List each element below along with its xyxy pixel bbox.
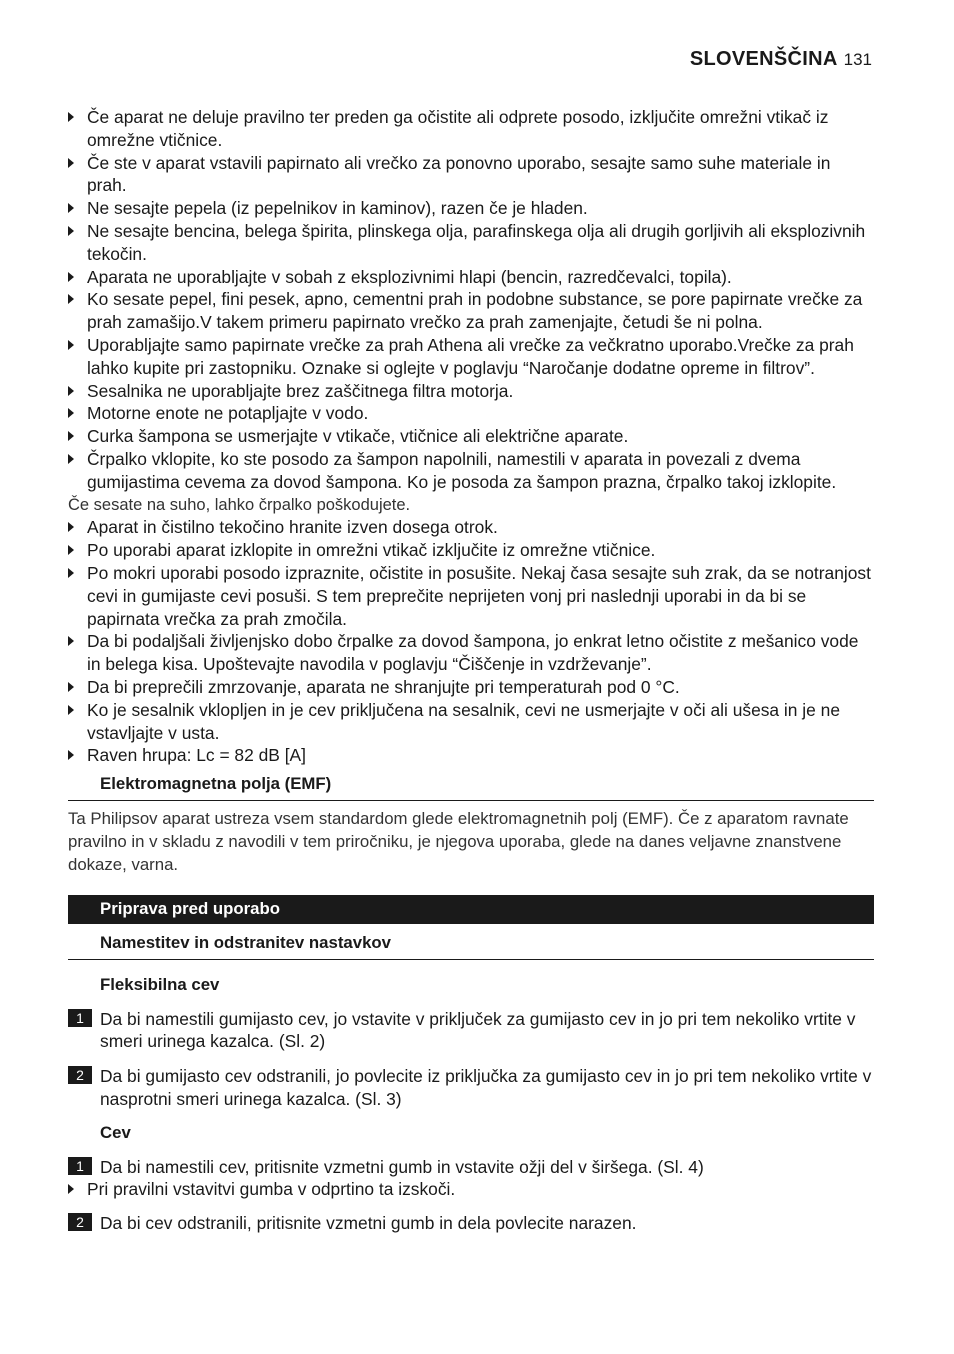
emf-text: Ta Philipsov aparat ustreza vsem standardom glede elektromagnetnih polj (EMF). Če z aparatom ravnate pravilno in v skladu z navodili v tem priročniku, je njegova uporaba, glede na danes veljavne znanstvene dokaze, varna. xyxy=(68,808,849,874)
language-label: SLOVENŠČINA xyxy=(689,48,838,70)
result-item: Pri pravilni vstavitvi gumba v odprtino ta izskoči. xyxy=(68,1178,874,1201)
warning-item: Da bi podaljšali življenjsko dobo črpalke za dovod šampona, jo enkrat letno očistite z mešanico vode in belega kisa. Upoštevajte navodila v poglavju “Čiščenje in vzdrževanje”. xyxy=(68,630,874,676)
bullet-triangle-icon xyxy=(68,112,74,122)
bullet-triangle-icon xyxy=(68,158,74,168)
step-item xyxy=(68,1008,874,1054)
page-number: 131 xyxy=(843,50,872,69)
bullet-triangle-icon xyxy=(68,636,74,646)
warning-item: Po mokri uporabi posodo izpraznite, očistite in posušite. Nekaj časa sesajte suh zrak, da se notranjost cevi in gumijaste cevi posuši. S tem preprečite neprijeten vonj pri naslednji uporabi in da bi se papirnata vrečka za prah zmočila. xyxy=(68,562,874,630)
page-content xyxy=(68,106,874,1235)
warning-item: Če ste v aparat vstavili papirnato ali vrečko za ponovno uporabo, sesajte samo suhe materiale in prah. xyxy=(68,152,874,198)
bullet-triangle-icon xyxy=(68,1184,74,1194)
warnings-list xyxy=(68,106,874,494)
step-number: 1 xyxy=(68,1157,92,1175)
warning-item: Ne sesajte bencina, belega špirita, plinskega olja, parafinskega olja ali drugih gorljivih ali eksplozivnih tekočin. xyxy=(68,220,874,266)
bullet-triangle-icon xyxy=(68,454,74,464)
warning-item: Da bi preprečili zmrzovanje, aparata ne shranjujte pri temperaturah pod 0 °C. xyxy=(68,676,874,699)
bullet-triangle-icon xyxy=(68,568,74,578)
bullet-triangle-icon xyxy=(68,682,74,692)
page-header xyxy=(690,48,872,71)
warning-item: Curka šampona se usmerjajte v vtikače, vtičnice ali električne aparate. xyxy=(68,425,874,448)
emf-heading: Elektromagnetna polja (EMF) xyxy=(68,773,874,801)
warning-item: Sesalnika ne uporabljajte brez zaščitnega filtra motorja. xyxy=(68,380,874,403)
step-text: Da bi namestili gumijasto cev, jo vstavite v priključek za gumijasto cev in jo pri tem nekoliko vrtite v smeri urinega kazalca. (Sl. 2) xyxy=(100,1008,856,1052)
step-text: Da bi gumijasto cev odstranili, jo povlecite iz priključka za gumijasto cev in jo pri tem nekoliko vrtite v nasprotni smeri urinega kazalca. (Sl. 3) xyxy=(100,1066,872,1110)
warning-item: Aparat in čistilno tekočino hranite izven dosega otrok. xyxy=(68,516,874,539)
step-text: Da bi cev odstranili, pritisnite vzmetni gumb in dela povlecite narazen. xyxy=(100,1213,637,1234)
bullet-triangle-icon xyxy=(68,408,74,418)
dry-use-note: Če sesate na suho, lahko črpalko poškodujete. xyxy=(68,495,411,514)
warning-item: Ko je sesalnik vklopljen in je cev priključena na sesalnik, cevi ne usmerjajte v oči ali ušesa in je ne vstavljajte v usta. xyxy=(68,699,874,745)
bullet-triangle-icon xyxy=(68,294,74,304)
warning-item: Po uporabi aparat izklopite in omrežni vtikač izključite iz omrežne vtičnice. xyxy=(68,539,874,562)
step-text: Da bi namestili cev, pritisnite vzmetni gumb in vstavite ožji del v širšega. (Sl. 4) xyxy=(100,1156,704,1177)
bullet-triangle-icon xyxy=(68,226,74,236)
step-number: 2 xyxy=(68,1066,92,1084)
step-number: 1 xyxy=(68,1009,92,1027)
step-item xyxy=(68,1212,874,1235)
step-number: 2 xyxy=(68,1213,92,1231)
warning-item: Aparata ne uporabljajte v sobah z eksplozivnimi hlapi (bencin, razredčevalci, topila). xyxy=(68,266,874,289)
bullet-triangle-icon xyxy=(68,545,74,555)
warning-item: Uporabljajte samo papirnate vrečke za prah Athena ali vrečke za večkratno uporabo.Vrečke za prah lahko kupite pri zastopniku. Oznake si oglejte v poglavju “Naročanje dodatne opreme in filtrov”. xyxy=(68,334,874,380)
step-item xyxy=(68,1156,874,1179)
step-item xyxy=(68,1065,874,1111)
tube-heading: Cev xyxy=(100,1122,131,1142)
warning-item: Ne sesajte pepela (iz pepelnikov in kaminov), razen če je hladen. xyxy=(68,197,874,220)
attachments-heading: Namestitev in odstranitev nastavkov xyxy=(68,932,874,960)
flex-hose-heading: Fleksibilna cev xyxy=(100,974,220,994)
bullet-triangle-icon xyxy=(68,340,74,350)
bullet-triangle-icon xyxy=(68,705,74,715)
warning-item: Ko sesate pepel, fini pesek, apno, cementni prah in podobne substance, se pore papirnate vrečke za prah zamašijo.V takem primeru papirnato vrečko za prah zamenjajte, četudi še ni polna. xyxy=(68,288,874,334)
bullet-triangle-icon xyxy=(68,203,74,213)
bullet-triangle-icon xyxy=(68,386,74,396)
bullet-triangle-icon xyxy=(68,750,74,760)
bullet-triangle-icon xyxy=(68,522,74,532)
section-title-bar: Priprava pred uporabo xyxy=(68,895,874,924)
warning-item: Raven hrupa: Lc = 82 dB [A] xyxy=(68,744,874,767)
bullet-triangle-icon xyxy=(68,272,74,282)
bullet-triangle-icon xyxy=(68,431,74,441)
warning-item: Motorne enote ne potapljajte v vodo. xyxy=(68,402,874,425)
warning-item: Če aparat ne deluje pravilno ter preden ga očistite ali odprete posodo, izključite omrežni vtikač iz omrežne vtičnice. xyxy=(68,106,874,152)
warning-item: Črpalko vklopite, ko ste posodo za šampon napolnili, namestili v aparata in povezali z dvema gumijastima cevema za dovod šampona. Ko je posoda za šampon prazna, črpalko takoj izklopite. xyxy=(68,448,874,494)
warnings-list-continued xyxy=(68,516,874,767)
